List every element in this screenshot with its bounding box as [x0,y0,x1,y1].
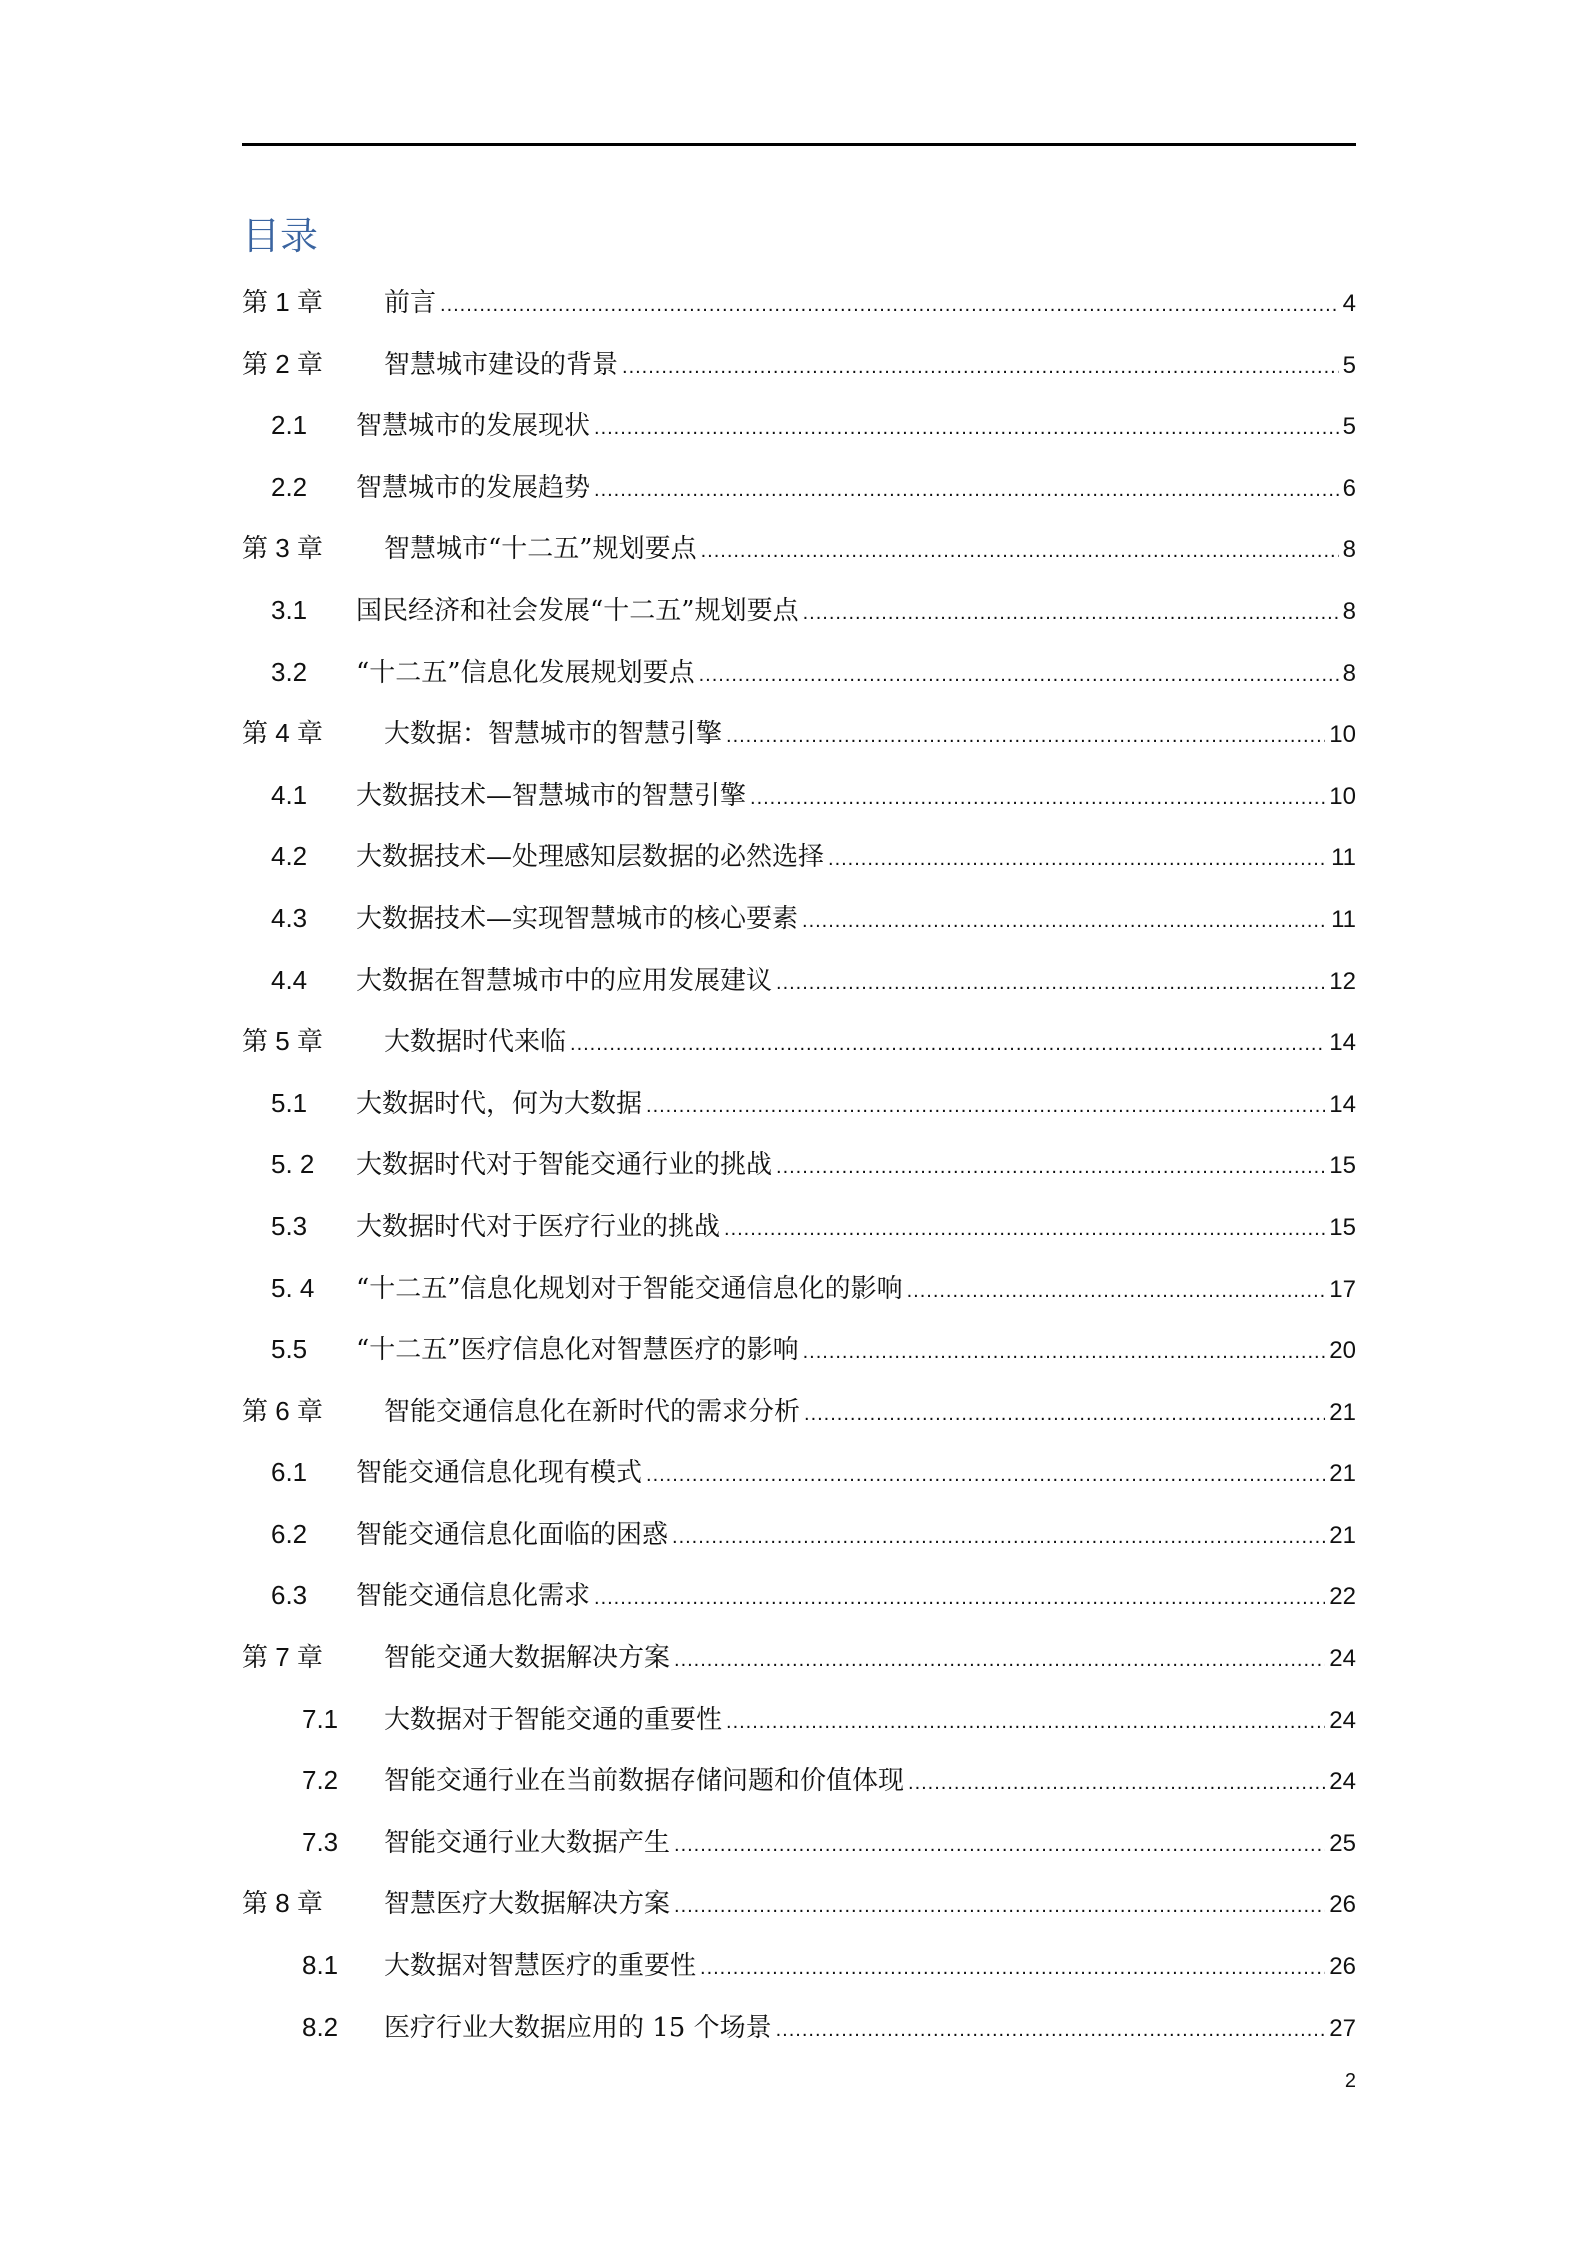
dot-leader [700,1948,1325,1988]
toc-entry-label: 大数据时代对于智能交通行业的挑战 [356,1150,773,1181]
toc-entry-number: 3.2 [271,656,308,687]
toc-entry[interactable] [242,1144,1356,1206]
toc-entry-label: 智慧城市的发展趋势 [356,472,591,503]
toc-entry-page: 10 [1329,782,1356,810]
dot-leader [803,593,1339,633]
dot-leader [646,1455,1325,1495]
toc-entry[interactable] [242,344,1356,406]
dot-leader [726,1702,1325,1742]
toc-entry-label: 智慧医疗大数据解决方案 [384,1889,671,1920]
toc-entry-page: 6 [1342,474,1356,502]
toc-entry-label: 大数据：智慧城市的智慧引擎 [384,719,723,750]
toc-entry-number: 7.2 [302,1765,339,1796]
toc-entry-page: 4 [1342,290,1356,317]
toc-entry-number: 4.3 [271,902,308,933]
dot-leader [699,655,1339,695]
toc-entry-page: 12 [1329,967,1356,995]
toc-entry-page: 21 [1329,1521,1356,1549]
toc-entry-number: 5.1 [271,1087,308,1118]
toc-entry-label: 大数据在智慧城市中的应用发展建议 [356,965,773,996]
toc-entry[interactable] [242,1021,1356,1083]
toc-entry-number: 7.3 [302,1826,339,1857]
toc-entry-number: 6.2 [271,1518,308,1549]
toc-entry-page: 15 [1329,1213,1356,1241]
dot-leader [594,408,1339,448]
dot-leader [802,901,1327,941]
toc-entry-number: 5.3 [271,1210,308,1241]
toc-entry-page: 8 [1342,597,1356,625]
toc-entry-number: 2.1 [271,410,308,441]
toc-entry-label: 前言 [384,288,437,318]
dot-leader [674,1640,1325,1680]
toc-entry[interactable] [242,652,1356,714]
toc-entry-label: “十二五”信息化发展规划要点 [356,657,695,688]
toc-entry-page: 17 [1329,1275,1356,1303]
dot-leader [907,1271,1326,1311]
dot-leader [646,1086,1325,1126]
toc-entry-page: 22 [1329,1583,1356,1611]
dot-leader [594,470,1339,510]
toc-entry-label: 智能交通信息化现有模式 [356,1458,643,1489]
toc-entry[interactable] [242,1514,1356,1576]
toc-title: 目录 [242,214,319,258]
toc-entry[interactable] [242,836,1356,898]
toc-entry[interactable] [242,1822,1356,1884]
toc-entry-page: 5 [1342,351,1356,379]
toc-entry-page: 5 [1342,413,1356,441]
toc-entry-page: 14 [1329,1029,1356,1057]
toc-entry[interactable] [242,1883,1356,1945]
dot-leader [776,963,1325,1003]
toc-entry[interactable] [242,528,1356,590]
toc-entry-label: 大数据时代来临 [384,1027,567,1058]
toc-entry-label: 智慧城市“十二五”规划要点 [384,534,697,565]
toc-entry[interactable] [242,590,1356,652]
toc-entry-page: 24 [1329,1768,1356,1796]
toc-entry-label: 智能交通行业在当前数据存储问题和价值体现 [384,1766,905,1797]
toc-entry[interactable] [242,282,1356,344]
toc-entry-number: 5.5 [271,1334,308,1365]
toc-entry-number: 第 3 章 [242,533,323,564]
toc-entry-number: 5. 4 [271,1272,315,1303]
toc-entry[interactable] [242,2007,1356,2069]
toc-entry-number: 第 6 章 [242,1395,323,1426]
dot-leader [674,1825,1325,1865]
toc-entry[interactable] [242,960,1356,1022]
page-number: 2 [1344,2070,1356,2092]
toc-entry-page: 8 [1342,659,1356,687]
toc-entry[interactable] [242,1268,1356,1330]
toc-entry[interactable] [242,1391,1356,1453]
toc-entry[interactable] [242,1575,1356,1637]
toc-entry-number: 第 1 章 [242,287,323,317]
toc-entry[interactable] [242,1083,1356,1145]
dot-leader [674,1886,1325,1926]
dot-leader [570,1024,1325,1064]
toc-entry-label: 大数据对智慧医疗的重要性 [384,1951,697,1982]
toc-entry-number: 8.1 [302,1950,339,1981]
dot-leader [726,716,1325,756]
toc-entry-page: 26 [1329,1891,1356,1919]
dot-leader [594,1578,1325,1618]
toc-entry-number: 5. 2 [271,1149,315,1180]
toc-entry-number: 4.2 [271,841,308,872]
dot-leader [908,1763,1325,1803]
dot-leader [776,2010,1326,2050]
toc-entry-label: 智慧城市建设的背景 [384,349,619,380]
dot-leader [804,1394,1325,1434]
toc-entry[interactable] [242,405,1356,467]
toc-entry-page: 27 [1329,2014,1356,2042]
toc-entry-page: 26 [1329,1953,1356,1981]
toc-entry-label: “十二五”信息化规划对于智能交通信息化的影响 [356,1273,903,1304]
toc-entry-page: 24 [1329,1706,1356,1734]
toc-entry-label: 智能交通信息化面临的困惑 [356,1519,669,1550]
toc-entry-number: 第 4 章 [242,718,323,749]
toc-entry-number: 第 2 章 [242,348,323,379]
toc-entry-number: 6.1 [271,1457,308,1488]
toc-entry-label: “十二五”医疗信息化对智慧医疗的影响 [356,1335,799,1366]
toc-entry-page: 20 [1329,1337,1356,1365]
dot-leader [724,1209,1325,1249]
toc-entry-page: 15 [1329,1152,1356,1180]
toc-entry-page: 10 [1329,721,1356,749]
toc-entry-number: 4.1 [271,779,308,810]
toc-entry-label: 大数据对于智能交通的重要性 [384,1704,723,1735]
dot-leader [701,531,1339,571]
dot-leader [828,839,1327,879]
toc-entry-label: 大数据技术—实现智慧城市的核心要素 [356,903,799,934]
toc-entry[interactable] [242,775,1356,837]
toc-entry-label: 智能交通行业大数据产生 [384,1827,671,1858]
toc-entry[interactable] [242,1329,1356,1391]
toc-entry-number: 4.4 [271,964,308,995]
toc-entry[interactable] [242,1699,1356,1761]
toc-entry[interactable] [242,467,1356,529]
toc-entry-number: 3.1 [271,594,308,625]
toc-entry-page: 14 [1329,1090,1356,1118]
toc-entry-label: 大数据技术—智慧城市的智慧引擎 [356,780,747,811]
toc-entry-label: 智能交通信息化需求 [356,1581,591,1612]
toc-entry-number: 第 5 章 [242,1026,323,1057]
header-rule [242,143,1356,146]
toc-entry-number: 第 7 章 [242,1642,323,1673]
toc-entry-number: 2.2 [271,471,308,502]
toc-entry-page: 25 [1329,1829,1356,1857]
toc-entry[interactable] [242,1637,1356,1699]
table-of-contents [242,282,1356,2068]
toc-entry[interactable] [242,1206,1356,1268]
dot-leader [776,1147,1325,1187]
toc-entry-number: 8.2 [302,2011,339,2042]
dot-leader [750,778,1325,818]
toc-entry-page: 21 [1329,1398,1356,1426]
toc-entry[interactable] [242,898,1356,960]
toc-entry-label: 智慧城市的发展现状 [356,411,591,442]
toc-entry-page: 8 [1342,536,1356,564]
dot-leader [672,1517,1325,1557]
toc-entry-page: 11 [1331,905,1356,933]
toc-entry-label: 大数据时代，何为大数据 [356,1088,643,1119]
toc-entry-page: 24 [1329,1645,1356,1673]
toc-entry-page: 21 [1329,1460,1356,1488]
toc-entry[interactable] [242,713,1356,775]
toc-entry-label: 大数据时代对于医疗行业的挑战 [356,1211,721,1242]
toc-entry-label: 医疗行业大数据应用的 15 个场景 [384,2012,772,2043]
toc-entry[interactable] [242,1945,1356,2007]
toc-entry[interactable] [242,1760,1356,1822]
dot-leader [803,1332,1326,1372]
toc-entry-label: 大数据技术—处理感知层数据的必然选择 [356,842,825,873]
dot-leader [622,347,1339,387]
toc-entry-number: 6.3 [271,1580,308,1611]
toc-entry-number: 7.1 [302,1703,339,1734]
toc-entry-label: 智能交通大数据解决方案 [384,1643,671,1674]
toc-entry-label: 国民经济和社会发展“十二五”规划要点 [356,595,799,626]
toc-entry-label: 智能交通信息化在新时代的需求分析 [384,1396,801,1427]
toc-entry-page: 11 [1331,844,1356,872]
toc-entry-number: 第 8 章 [242,1888,323,1919]
dot-leader [440,285,1339,325]
toc-entry[interactable] [242,1452,1356,1514]
